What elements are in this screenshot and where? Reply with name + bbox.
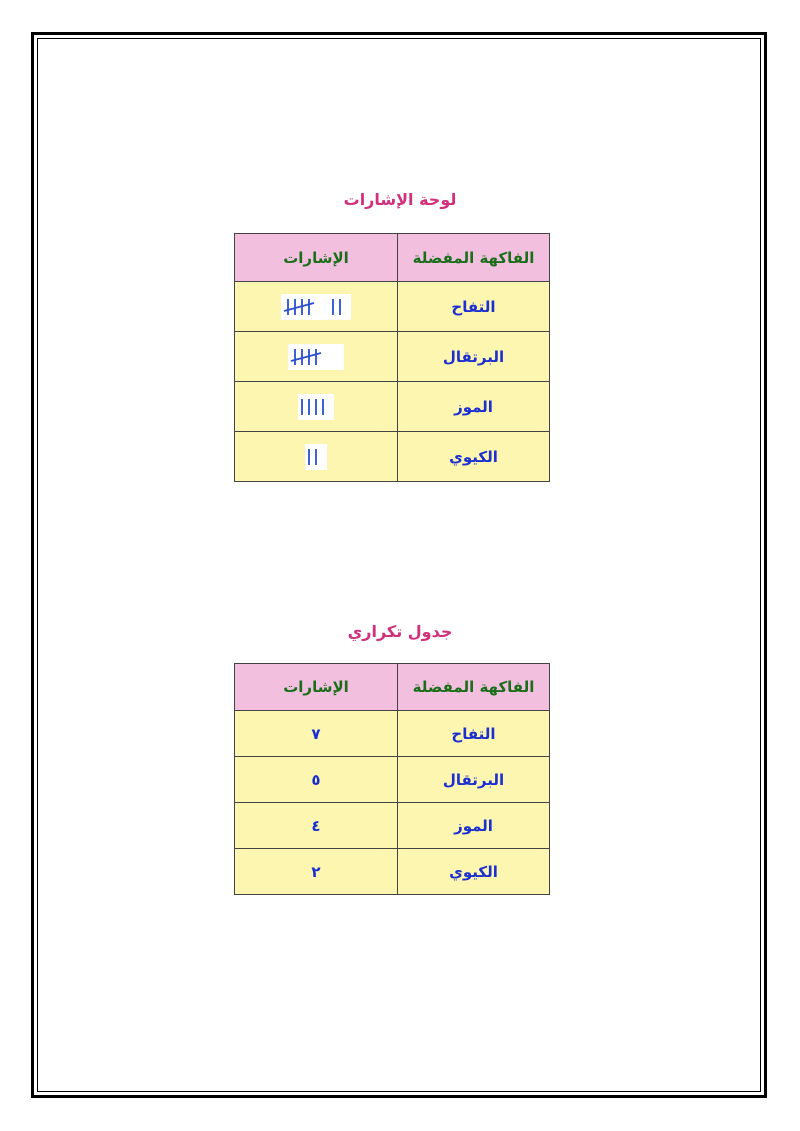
frequency-table-header-row — [235, 664, 550, 711]
tally-marks — [281, 294, 351, 320]
table-row — [235, 757, 550, 803]
tally-svg — [281, 294, 351, 320]
table-row — [235, 849, 550, 895]
tally-table — [234, 233, 550, 482]
tally-svg — [305, 444, 327, 470]
fruit-name: الموز — [398, 382, 550, 432]
tally-chart-title: لوحة الإشارات — [343, 190, 457, 209]
tally-marks — [305, 444, 327, 470]
table-row — [235, 282, 550, 332]
table-row — [235, 332, 550, 382]
table-row — [235, 711, 550, 757]
tally-marks — [298, 394, 334, 420]
frequency-count: ٥ — [235, 757, 398, 803]
fruit-name: الكيوي — [398, 432, 550, 482]
frequency-count: ٤ — [235, 803, 398, 849]
frequency-count: ٧ — [235, 711, 398, 757]
fruit-name: الموز — [398, 803, 550, 849]
fruit-name: البرتقال — [398, 757, 550, 803]
marks-column-header: الإشارات — [235, 234, 398, 282]
fruit-column-header: الفاكهة المفضلة — [398, 234, 550, 282]
fruit-name: التفاح — [398, 282, 550, 332]
table-row — [235, 432, 550, 482]
fruit-name: التفاح — [398, 711, 550, 757]
tally-cell — [235, 332, 398, 382]
tally-cell — [235, 382, 398, 432]
table-row — [235, 382, 550, 432]
tally-table-header-row — [235, 234, 550, 282]
tally-svg — [288, 344, 344, 370]
frequency-table-title: جدول تكراري — [347, 622, 453, 641]
fruit-column-header: الفاكهة المفضلة — [398, 664, 550, 711]
fruit-name: البرتقال — [398, 332, 550, 382]
tally-cell — [235, 432, 398, 482]
marks-column-header: الإشارات — [235, 664, 398, 711]
fruit-name: الكيوي — [398, 849, 550, 895]
tally-marks — [288, 344, 344, 370]
frequency-table — [234, 663, 550, 895]
frequency-count: ٢ — [235, 849, 398, 895]
tally-cell — [235, 282, 398, 332]
table-row — [235, 803, 550, 849]
tally-svg — [298, 394, 334, 420]
